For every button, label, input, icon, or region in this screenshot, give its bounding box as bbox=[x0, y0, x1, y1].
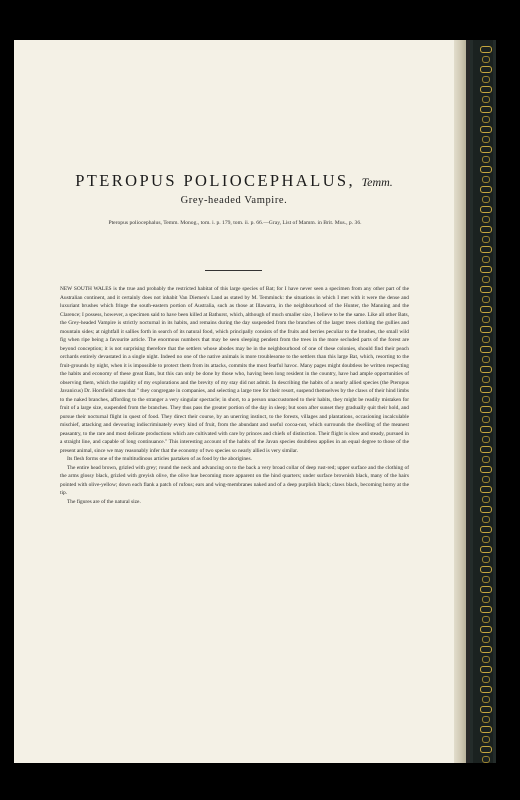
gilt-ornament bbox=[482, 556, 490, 563]
gilt-ornament bbox=[480, 626, 492, 633]
gilt-ornament bbox=[482, 136, 490, 143]
paragraph: NEW SOUTH WALES is the true and probably the restricted habitat of this large species of Bat; for I have never seen a specimen from any other part of the Australian continent, and it certainly does not inhabit Van Diemen's Land as stated by M. Temminck: the situations in which I met with it were the dense and luxuriant brushes which fringe the south-eastern portion of Australia, such as those at Illawarra, in the neighbourhood of the Hunter, the Manning and the Clarence; I possess, however, a specimen said to have been killed at Bathurst, which, although of much smaller size, I believe to be the same. Like all other Bats, the Grey-headed Vampire is strictly nocturnal in its habits, and remains during the day suspended from the branches of the larger trees clothing the gullies and mountain sides; at nightfall it sallies forth in search of its natural food, which principally consists of the fruits and berries peculiar to the brushes, the small wild fig when ripe being a favourite article. The enormous numbers that may be seen sleeping pendent from the trees in the more secluded parts of the forest are beyond conception; it is not surprising therefore that the settlers whose abodes may be in the neighbourhood of one of these colonies, should find their peach orchards entirely devastated in a single night. Indeed no one of the native animals is more troublesome to the settlers than this large Bat, which, resorting to the fruit-grounds by night, when it is impossible to protect them from its attacks, commits the most fearful havoc. Many pages might doubtless be written respecting the habits and economy of these great Bats, but this can only be done by those who, having been long resident in the country, have had ample opportunities of observing them, which the rapidity of my explorations and the brevity of my stay did not admit. In describing the habits of a nearly allied species (the Pteropus Javanicus) Dr. Horsfield states that " they congregate in companies, and selecting a large tree for their resort, suspend themselves by the claws of their hind limbs to the naked branches, affording to the stranger a very singular spectacle; in short, to a person unaccustomed to their habits, they might be readily mistaken for fruit of a large size, suspended from the branches. They thus pass the greater portion of the day in sleep; but soon after sunset they gradually quit their hold, and pursue their nocturnal flight in quest of food. They direct their course, by an unerring instinct, to the forests, villages and plantations, occasioning incalculable mischief, attacking and devouring indiscriminately every kind of fruit, from the abundant and useful cocoa-nut, which surrounds the dwelling of the meanest peasantry, to the rare and most delicate productions which are cultivated with care by princes and chiefs of distinction. Their flight is slow and steady, pursued in a straight line, and capable of long continuance." This interesting account of the habits of the Javan species doubtless applies in an equal degree to those of the present animal, since we may reasonably infer that the economy of two species so nearly allied is very similar. bbox=[60, 286, 409, 454]
gilt-ornament bbox=[482, 756, 490, 763]
gilt-ornament bbox=[480, 446, 492, 453]
gilt-ornament bbox=[482, 156, 490, 163]
body-text bbox=[60, 285, 409, 506]
gilt-ornament bbox=[480, 406, 492, 413]
gilt-ornament bbox=[480, 606, 492, 613]
gilt-ornament bbox=[480, 526, 492, 533]
gilt-ornament bbox=[482, 676, 490, 683]
gilt-ornament bbox=[482, 536, 490, 543]
gilt-ornament bbox=[482, 716, 490, 723]
page-gutter bbox=[454, 40, 466, 763]
gilt-ornament bbox=[480, 226, 492, 233]
gilt-ornament bbox=[482, 516, 490, 523]
gilt-ornament bbox=[480, 726, 492, 733]
gilt-ornament bbox=[480, 186, 492, 193]
gilt-ornament bbox=[482, 576, 490, 583]
gilt-ornament bbox=[480, 346, 492, 353]
gilt-ornament bbox=[482, 96, 490, 103]
gilt-ornament bbox=[482, 196, 490, 203]
gilt-ornament bbox=[480, 746, 492, 753]
paragraph: The figures are of the natural size. bbox=[67, 498, 141, 505]
gilt-ornament bbox=[480, 546, 492, 553]
gilt-ornament bbox=[482, 316, 490, 323]
decorative-spine-band bbox=[470, 40, 496, 763]
divider-rule bbox=[205, 270, 262, 271]
gilt-ornament bbox=[480, 386, 492, 393]
gilt-ornament bbox=[482, 456, 490, 463]
gilt-ornament bbox=[480, 46, 492, 53]
gilt-ornament bbox=[480, 326, 492, 333]
gilt-ornament bbox=[480, 566, 492, 573]
gilt-ornament bbox=[480, 646, 492, 653]
gilt-ornament bbox=[482, 216, 490, 223]
gilt-ornament bbox=[480, 686, 492, 693]
gilt-ornament bbox=[482, 476, 490, 483]
gilt-ornament bbox=[482, 236, 490, 243]
gilt-ornament bbox=[480, 66, 492, 73]
gilt-ornament bbox=[482, 76, 490, 83]
gilt-ornament bbox=[480, 486, 492, 493]
gilt-ornament bbox=[480, 706, 492, 713]
gilt-ornament bbox=[480, 426, 492, 433]
gilt-ornament bbox=[482, 176, 490, 183]
species-name: PTEROPUS POLIOCEPHALUS, bbox=[75, 171, 356, 190]
gilt-ornament bbox=[482, 596, 490, 603]
gilt-ornament bbox=[480, 366, 492, 373]
gilt-ornament bbox=[482, 616, 490, 623]
gilt-ornament bbox=[480, 586, 492, 593]
synonymy-reference: Pteropus poliocephalus, Temm. Monog., tom. i. p. 179, tom. ii. p. 66.—Gray, List of Mamm. in Brit. Mus., p. 36. bbox=[108, 220, 362, 226]
gilt-ornament bbox=[480, 266, 492, 273]
gilt-ornament bbox=[480, 86, 492, 93]
gilt-ornament bbox=[482, 736, 490, 743]
gilt-ornament bbox=[482, 436, 490, 443]
gilt-ornament bbox=[480, 466, 492, 473]
book-page bbox=[14, 40, 454, 763]
gilt-ornament bbox=[482, 496, 490, 503]
gilt-ornament bbox=[482, 296, 490, 303]
gilt-ornament bbox=[480, 166, 492, 173]
gilt-ornament bbox=[480, 666, 492, 673]
gilt-ornament bbox=[480, 246, 492, 253]
gilt-ornament bbox=[482, 636, 490, 643]
gilt-ornament bbox=[482, 376, 490, 383]
gilt-ornament bbox=[480, 146, 492, 153]
gilt-ornament bbox=[480, 126, 492, 133]
gilt-ornament bbox=[480, 106, 492, 113]
gilt-ornament bbox=[482, 56, 490, 63]
paragraph: Its flesh forms one of the multitudinous articles partaken of as food by the aborigines. bbox=[67, 456, 252, 462]
gilt-ornament bbox=[482, 656, 490, 663]
gilt-ornament bbox=[480, 506, 492, 513]
gilt-ornament bbox=[482, 416, 490, 423]
gilt-ornament bbox=[480, 306, 492, 313]
common-name: Grey-headed Vampire. bbox=[180, 195, 288, 206]
gilt-ornament bbox=[480, 206, 492, 213]
gilt-ornament bbox=[482, 696, 490, 703]
gilt-ornament bbox=[482, 116, 490, 123]
paragraph: The entire head brown, grizled with grey; round the neck and advancing on to the back a very broad collar of deep rust-red; upper surface and the clothing of the arms glossy black, grizled with greyish olive, the olive hue becoming more apparent on the hind quarters; under surface brownish black, many of the hairs pointed with olive-yellow; down each flank a patch of rufous; ears and wing-membranes naked and of a deep purplish black; claws black, becoming horny at the tip. bbox=[60, 464, 409, 496]
gilt-ornament bbox=[482, 356, 490, 363]
gilt-ornament bbox=[482, 336, 490, 343]
gilt-ornament bbox=[482, 256, 490, 263]
gilt-ornament bbox=[480, 286, 492, 293]
species-authority: Temm. bbox=[361, 175, 393, 189]
page-title bbox=[14, 171, 454, 191]
gilt-ornament bbox=[482, 276, 490, 283]
gilt-ornament bbox=[482, 396, 490, 403]
